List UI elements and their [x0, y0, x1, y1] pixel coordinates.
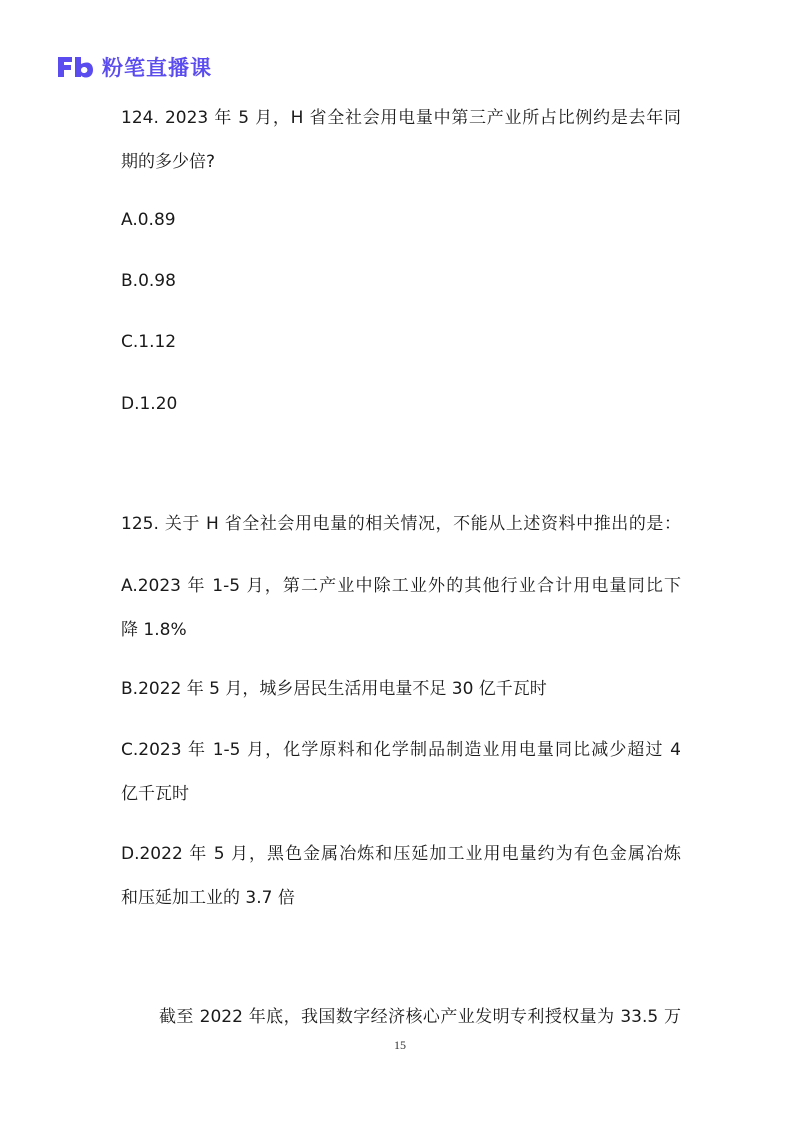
question-124-option-b: B.0.98 — [121, 271, 176, 291]
question-125-option-a-line-2: 降 1.8% — [121, 620, 187, 640]
page-number: 15 — [394, 1038, 406, 1052]
question-124-stem-line-1: 124. 2023 年 5 月，H 省全社会用电量中第三产业所占比例约是去年同 — [121, 108, 681, 128]
question-124-option-c: C.1.12 — [121, 332, 177, 352]
logo-text: 粉笔直播课 — [102, 56, 212, 80]
question-124-option-d: D.1.20 — [121, 394, 178, 414]
question-124-option-a: A.0.89 — [121, 210, 176, 230]
question-125-option-d-line-2: 和压延加工业的 3.7 倍 — [121, 888, 295, 908]
question-125-option-c-line-1: C.2023 年 1-5 月，化学原料和化学制品制造业用电量同比减少超过 4 — [121, 740, 681, 760]
question-125-option-a-line-1: A.2023 年 1-5 月，第二产业中除工业外的其他行业合计用电量同比下 — [121, 576, 681, 596]
fenbi-logo-icon — [56, 54, 94, 80]
brand-logo — [56, 52, 212, 82]
question-125-option-d-line-1: D.2022 年 5 月，黑色金属冶炼和压延加工业用电量约为有色金属冶炼 — [121, 844, 681, 864]
question-125-option-c-line-2: 亿千瓦时 — [121, 784, 189, 804]
question-125-option-b: B.2022 年 5 月，城乡居民生活用电量不足 30 亿千瓦时 — [121, 679, 547, 699]
question-124-stem-line-2: 期的多少倍? — [121, 152, 216, 172]
next-passage-line-1: 截至 2022 年底，我国数字经济核心产业发明专利授权量为 33.5 万 — [159, 1007, 681, 1027]
question-125-stem: 125. 关于 H 省全社会用电量的相关情况，不能从上述资料中推出的是： — [121, 514, 681, 534]
